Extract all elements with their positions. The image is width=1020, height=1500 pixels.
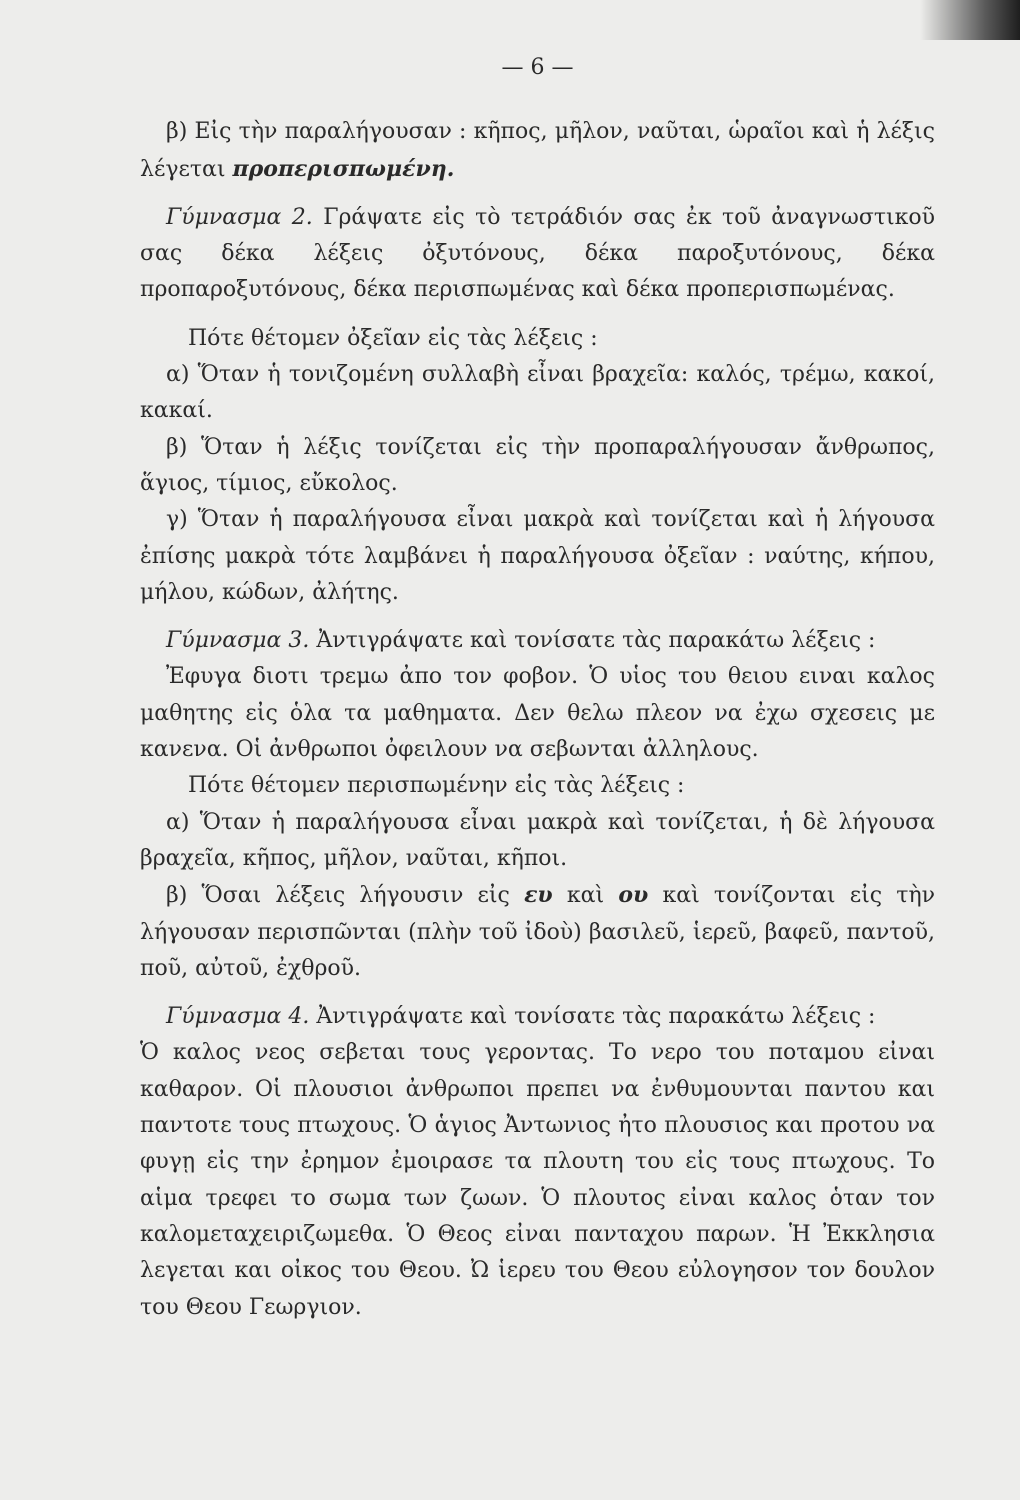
- exercise-2: [140, 200, 935, 309]
- perispomeni-rule-b: [140, 877, 935, 987]
- perispomeni-rule-b-part2: καὶ: [552, 883, 619, 909]
- perispomeni-rule-b-part1: β) Ὅσαι λέξεις λήγουσιν εἰς: [166, 883, 525, 909]
- exercise-3-text: Ἐφυγα διοτι τρεμω ἀπο τον φοβον. Ὁ υἱος του θειου ειναι καλος μαθητης εἰς ὁλα τα μαθηματα. Δεν θελω πλεον να ἐχω σχεσεις με κανενα. Οἱ ἀνθρωποι ὀφειλουν να σεβωνται ἀλληλους.: [140, 664, 935, 763]
- exercise-4-text: Ὁ καλος νεος σεβεται τους γεροντας. Το νερο του ποταμου εἰναι καθαρον. Οἱ πλουσιοι ἀνθρωποι πρεπει να ἐνθυμουνται παντου και παντοτε τους πτωχους. Ὁ ἁγιος Ἀντωνιος ἠτο πλουσιος και προτου να φυγῃ εἰς την ἐρημον ἐμοιρασε τα πλουτη του εἰς τους πτωχους. Το αἱμα τρεφει το σωμα των ζωων. Ὁ πλουτος εἰναι καλος ὁταν τον καλομεταχειριζωμεθα. Ὁ Θεος εἰναι πανταχου παρων. Ἡ Ἐκκλησια λεγεται και οἰκος του Θεου. Ὠ ἱερευ του Θεου εὐλογησον τον δουλον του Θεου Γεωργιον.: [140, 1040, 935, 1320]
- book-page: [140, 50, 935, 1326]
- rule-b-last-syllable: [140, 114, 935, 188]
- ending-ou: ου: [618, 882, 649, 909]
- exercise-2-text: Γράψατε εἰς τὸ τετράδιόν σας ἐκ τοῦ ἀναγνωστικοῦ σας δέκα λέξεις ὀξυτόνους, δέκα παροξυτόνους, δέκα προπαροξυτόνους, δέκα περισπωμένας καὶ δέκα προπερισπωμένας.: [140, 204, 935, 303]
- rule-b-text: β) Εἰς τὴν παραλήγουσαν : κῆπος, μῆλον, ναῦται, ὡραῖοι καὶ ἡ λέξις λέγεται: [140, 119, 935, 182]
- oxeia-rule-c: γ) Ὅταν ἡ παραλήγουσα εἶναι μακρὰ καὶ τονίζεται καὶ ἡ λήγουσα ἐπίσης μακρὰ τότε λαμβάνει ἡ παραλήγουσα ὀξεῖαν : ναύτης, κήπου, μήλου, κώδων, ἀλήτης.: [140, 507, 935, 605]
- exercise-4-label: Γύμνασμα 4.: [166, 1004, 310, 1030]
- page-number: — 6 —: [501, 55, 574, 80]
- oxeia-rule-a: α) Ὅταν ἡ τονιζομένη συλλαβὴ εἶναι βραχεῖα: καλός, τρέμω, κακοί, κακαί.: [140, 362, 935, 424]
- exercise-4: [140, 999, 935, 1035]
- oxeia-rule-b: β) Ὅταν ἡ λέξις τονίζεται εἰς τὴν προπαραλήγουσαν ἄνθρωπος, ἅγιος, τίμιος, εὔκολος.: [140, 434, 935, 496]
- rule-b-term: προπερισπωμένη.: [232, 155, 455, 182]
- ending-eu: ευ: [524, 882, 553, 909]
- exercise-4-intro: Ἀντιγράψατε καὶ τονίσατε τὰς παρακάτω λέξεις :: [309, 1004, 876, 1030]
- exercise-3: [140, 623, 935, 659]
- exercise-3-label: Γύμνασμα 3.: [166, 628, 310, 654]
- scan-edge-shadow: [920, 0, 1020, 40]
- perispomeni-rule-a: α) Ὅταν ἡ παραλήγουσα εἶναι μακρὰ καὶ τονίζεται, ἡ δὲ λήγουσα βραχεῖα, κῆπος, μῆλον, ναῦται, κῆποι.: [140, 809, 935, 871]
- exercise-2-label: Γύμνασμα 2.: [166, 204, 313, 230]
- oxeia-heading: Πότε θέτομεν ὀξεῖαν εἰς τὰς λέξεις :: [188, 325, 598, 351]
- perispomeni-heading: Πότε θέτομεν περισπωμένην εἰς τὰς λέξεις :: [188, 773, 685, 799]
- perispomeni-rule-b-part3: καὶ τονίζονται εἰς τὴν λήγουσαν περισπῶνται (πλὴν τοῦ ἰδοὺ) βασιλεῦ, ἱερεῦ, βαφεῦ, παντοῦ, ποῦ, αὐτοῦ, ἐχθροῦ.: [140, 883, 936, 981]
- exercise-3-intro: Ἀντιγράψατε καὶ τονίσατε τὰς παρακάτω λέξεις :: [309, 628, 876, 654]
